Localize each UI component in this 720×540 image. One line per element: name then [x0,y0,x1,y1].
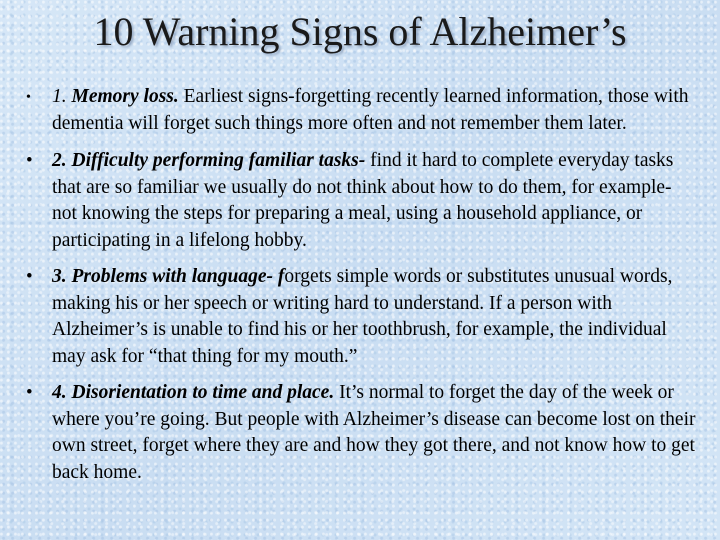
bullet-marker: • [26,90,31,105]
bullet-body: Earliest signs-forgetting recently learned information, those with dementia will forget such things more often and not remember them later. [52,86,689,134]
bullet-marker: • [26,150,33,171]
bullet-lead: 2. Difficulty performing familiar tasks- [52,150,366,171]
bullet-lead: 3. Problems with language- f [52,266,285,287]
bullet-item-memory-loss [24,84,696,137]
bullet-lead: Memory loss. [71,86,179,107]
bullet-number: 1. [52,86,67,107]
bullet-marker: • [26,266,33,287]
bullet-item-disorientation [24,380,696,486]
bullet-marker: • [26,382,33,403]
bullet-item-familiar-tasks [24,148,696,254]
bullet-item-language [24,264,696,370]
slide-title: 10 Warning Signs of Alzheimer’s [93,9,627,54]
bullet-body: It’s normal to forget the day of the week or where you’re going. But people with Alzheimer’s disease can become lost on their own street, forget where they are and how they got there, and not know how to get back home. [52,382,696,483]
bullet-body: find it hard to complete everyday tasks that are so familiar we usually do not think about how to do them, for example- not knowing the steps for preparing a meal, using a household appliance, or participating in a lifelong hobby. [52,150,674,251]
bullet-list [24,84,696,496]
bullet-body: orgets simple words or substitutes unusual words, making his or her speech or writing hard to understand. If a person with Alzheimer’s is unable to find his or her toothbrush, for example, the individual may ask for “that thing for my mouth.” [52,266,673,367]
bullet-lead: 4. Disorientation to time and place. [52,382,335,403]
